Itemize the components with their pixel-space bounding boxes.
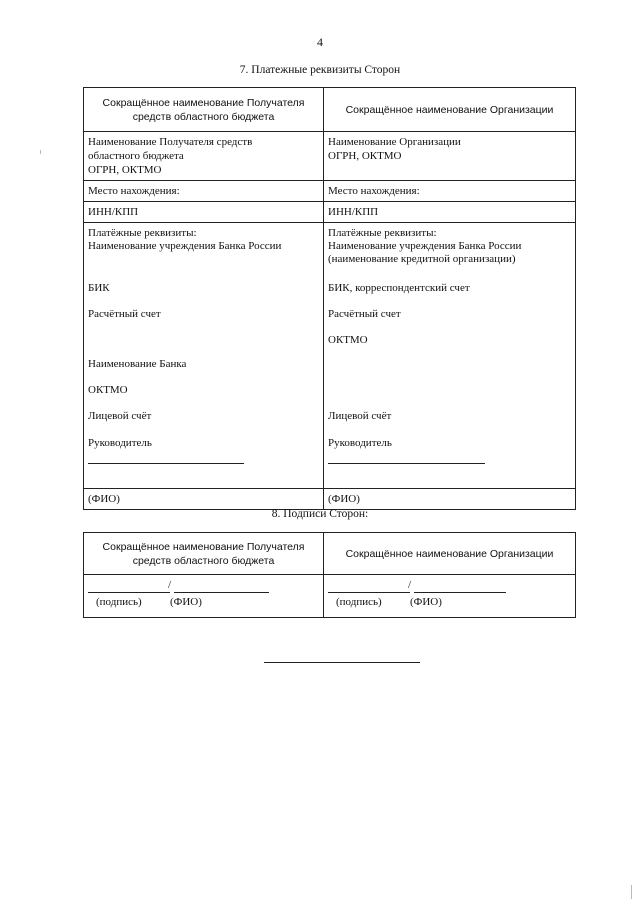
organization-bank-details xyxy=(324,223,576,489)
organization-fio: (ФИО) xyxy=(324,489,576,510)
signatures-recipient-header: Сокращённое наименование Получателя средств областного бюджета xyxy=(84,533,324,575)
recipient-ogrn-oktmo: ОГРН, ОКТМО xyxy=(88,164,162,176)
organization-ogrn-oktmo: ОГРН, ОКТМО xyxy=(328,150,402,162)
recipient-fio: (ФИО) xyxy=(84,489,324,510)
organization-credit-org-label: (наименование кредитной организации) xyxy=(328,253,516,265)
recipient-account: Расчётный счет xyxy=(88,308,161,320)
organization-head: Руководитель xyxy=(328,437,392,449)
recipient-header: Сокращённое наименование Получателя средств областного бюджета xyxy=(84,88,324,132)
recipient-bik: БИК xyxy=(88,282,110,294)
recipient-personal-account: Лицевой счёт xyxy=(88,410,152,422)
recipient-bank-name: Наименование Банка xyxy=(88,358,187,370)
recipient-slash: / xyxy=(168,579,172,591)
organization-name-cell xyxy=(324,132,576,181)
organization-personal-account: Лицевой счёт xyxy=(328,410,392,422)
recipient-sign-label: (подпись) xyxy=(96,596,142,608)
section-7-title: 7. Платежные реквизиты Сторон xyxy=(239,64,401,76)
recipient-name-line1: Наименование Получателя средств xyxy=(88,136,253,148)
recipient-fio-label: (ФИО) xyxy=(170,596,202,608)
organization-name-line1: Наименование Организации xyxy=(328,136,461,148)
page-number: 4 xyxy=(317,35,323,49)
signatures-organization-header: Сокращённое наименование Организации xyxy=(324,533,576,575)
section-8-title: 8. Подписи Сторон: xyxy=(271,508,369,520)
organization-header: Сокращённое наименование Организации xyxy=(324,88,576,132)
organization-oktmo: ОКТМО xyxy=(328,334,368,346)
scan-mark xyxy=(631,885,632,899)
recipient-bank-russia-label: Наименование учреждения Банка России xyxy=(88,240,282,252)
recipient-sign-line xyxy=(88,592,170,593)
organization-slash: / xyxy=(408,579,412,591)
recipient-name-line2: областного бюджета xyxy=(88,150,184,162)
organization-payment-label: Платёжные реквизиты: xyxy=(328,227,437,239)
organization-bank-russia-label: Наименование учреждения Банка России xyxy=(328,240,522,252)
recipient-fio-line xyxy=(174,592,269,593)
organization-sign-line xyxy=(328,592,410,593)
recipient-inn-kpp: ИНН/КПП xyxy=(84,202,324,223)
recipient-name-cell xyxy=(84,132,324,181)
organization-fio-label: (ФИО) xyxy=(410,596,442,608)
organization-signature-line xyxy=(328,463,485,464)
payment-details-table xyxy=(83,87,576,510)
organization-sign-label: (подпись) xyxy=(336,596,382,608)
organization-signature-cell xyxy=(324,575,576,618)
scan-mark xyxy=(40,150,41,154)
signatures-table xyxy=(83,532,576,618)
recipient-bank-details xyxy=(84,223,324,489)
organization-location: Место нахождения: xyxy=(324,181,576,202)
recipient-signature-cell xyxy=(84,575,324,618)
recipient-payment-label: Платёжные реквизиты: xyxy=(88,227,197,239)
organization-bik: БИК, корреспондентский счет xyxy=(328,282,470,294)
recipient-signature-line xyxy=(88,463,244,464)
recipient-head: Руководитель xyxy=(88,437,152,449)
organization-account: Расчётный счет xyxy=(328,308,401,320)
recipient-oktmo: ОКТМО xyxy=(88,384,128,396)
organization-fio-line xyxy=(414,592,506,593)
recipient-location: Место нахождения: xyxy=(84,181,324,202)
organization-inn-kpp: ИНН/КПП xyxy=(324,202,576,223)
closing-rule xyxy=(264,662,420,663)
